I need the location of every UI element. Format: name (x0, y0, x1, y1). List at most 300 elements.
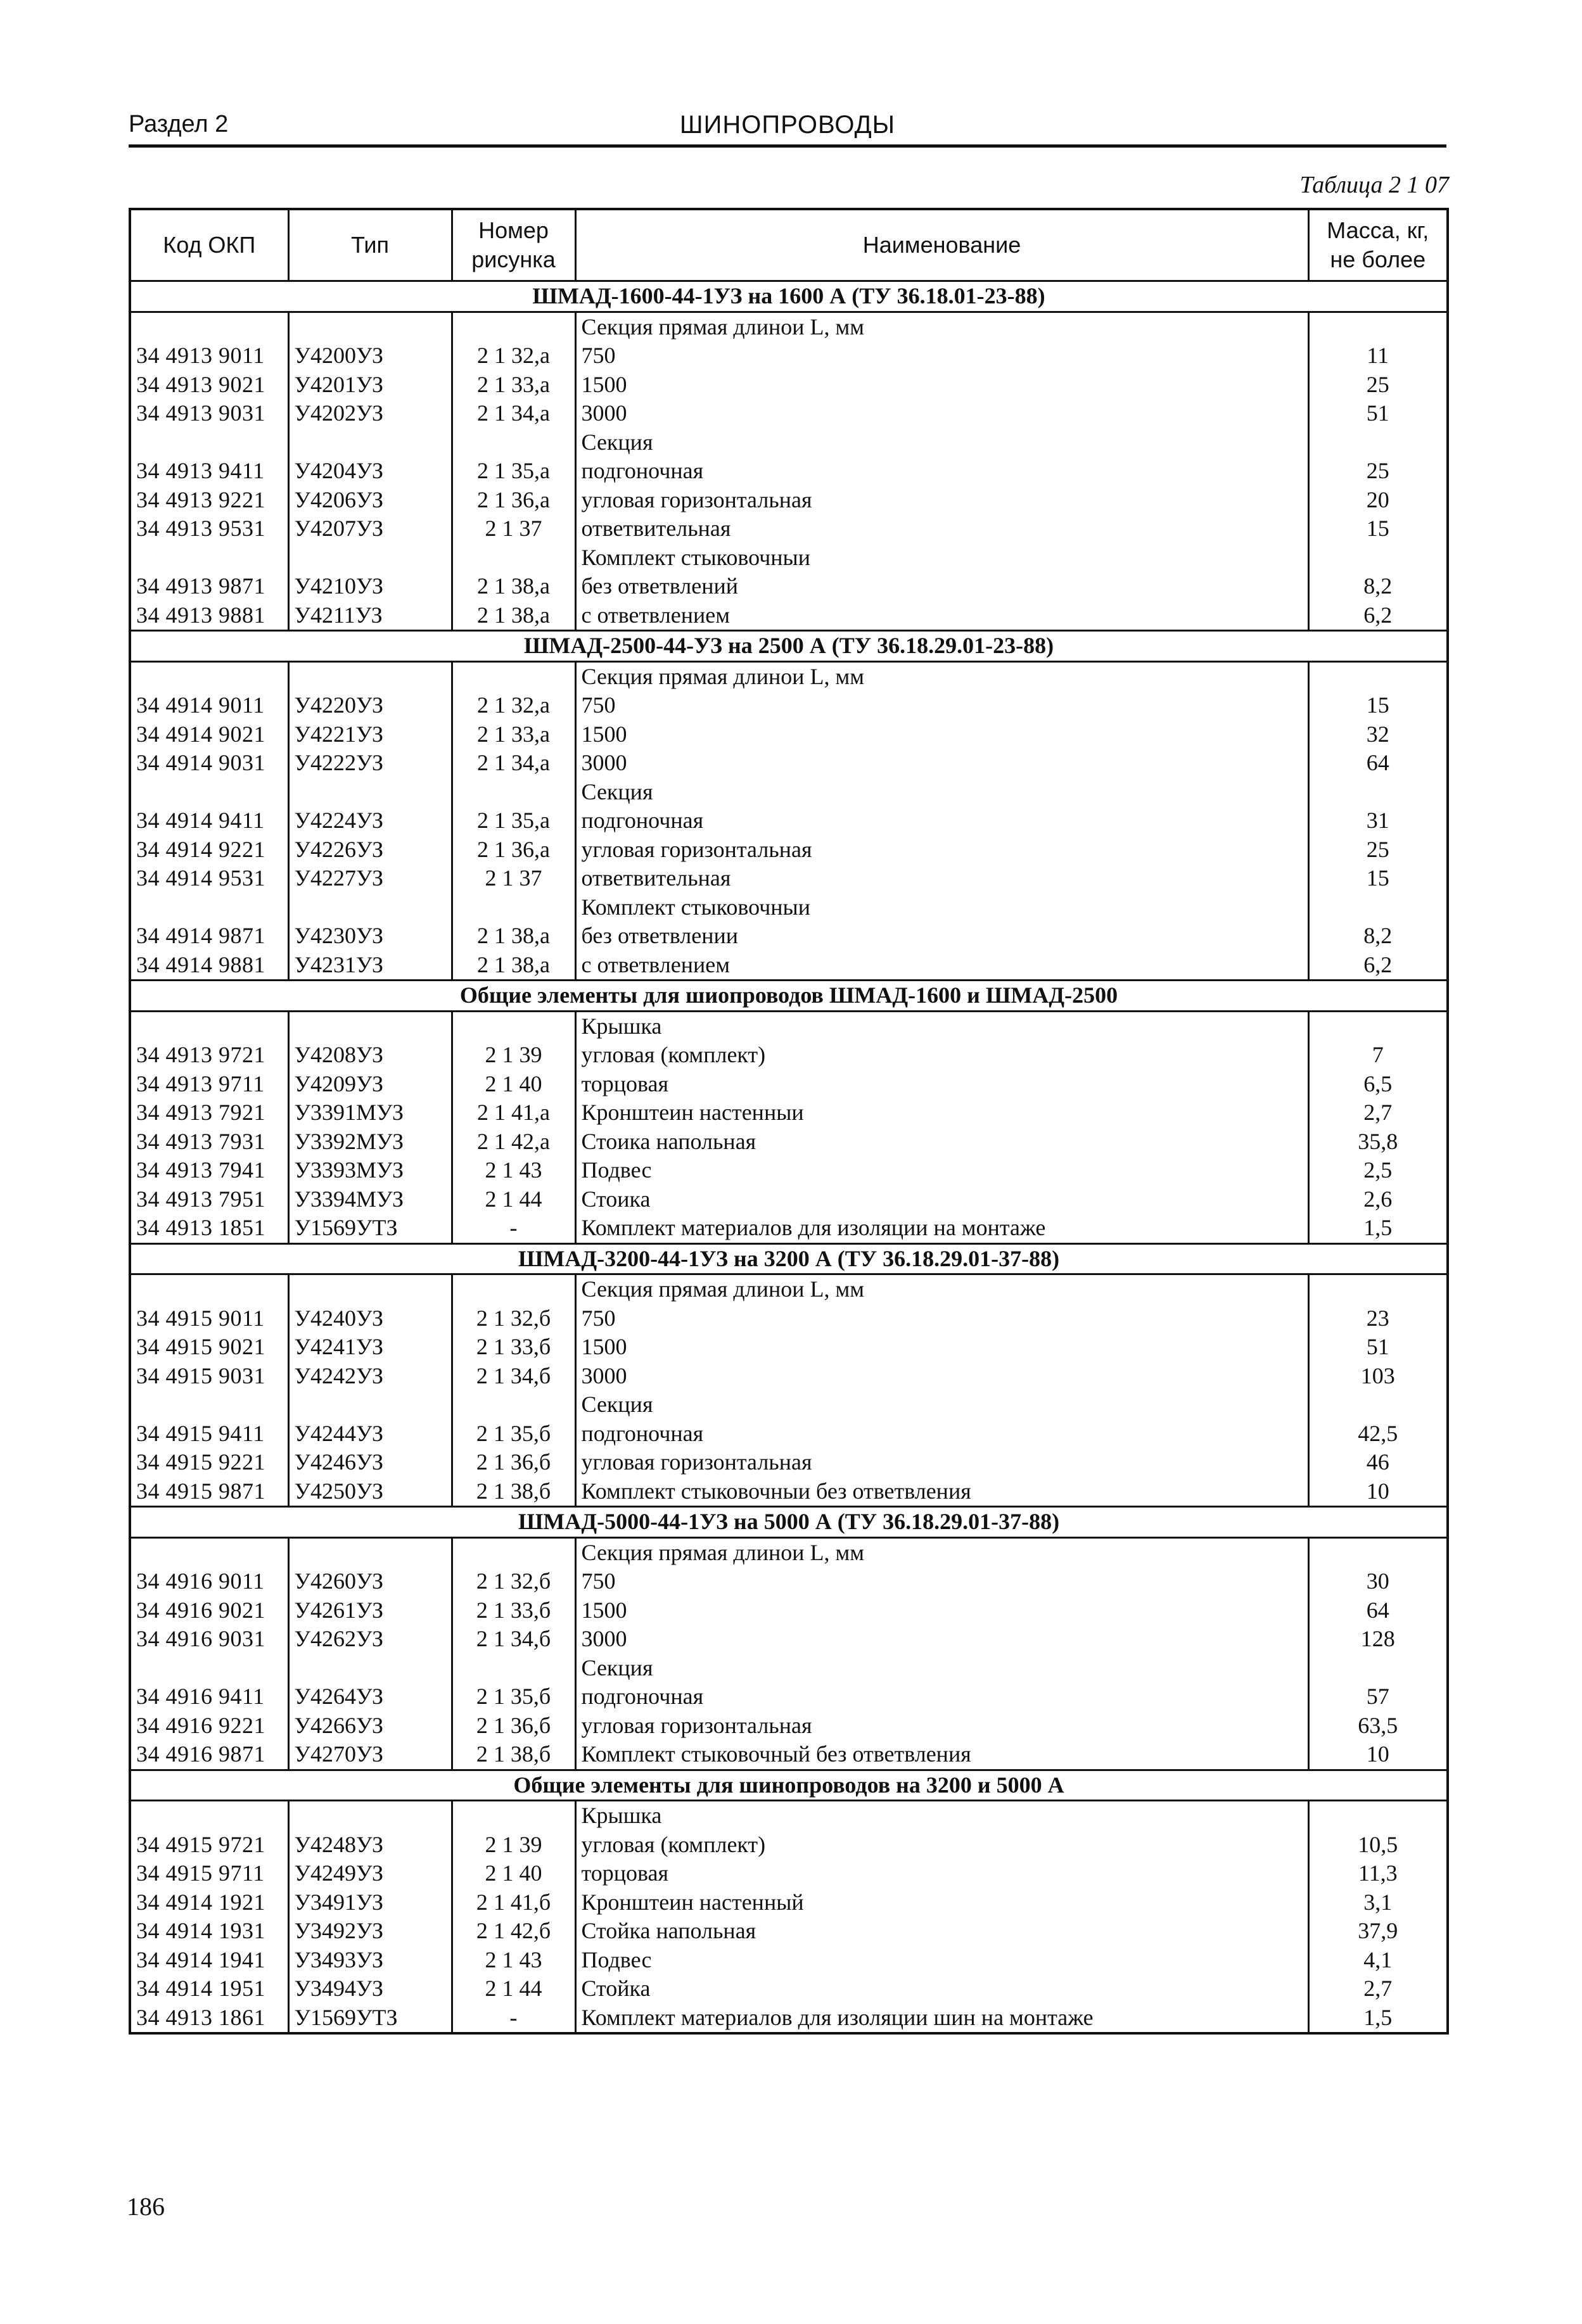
cell-fig: 2 1 42,б (452, 1917, 575, 1946)
cell-type: У4207УЗ (288, 514, 452, 543)
cell-mass (1308, 778, 1448, 807)
cell-name: подгоночная (575, 1419, 1308, 1449)
cell-code (130, 1654, 288, 1683)
cell-mass: 128 (1308, 1625, 1448, 1654)
cell-fig: 2 1 32,а (452, 691, 575, 720)
cell-name: 1500 (575, 720, 1308, 749)
table-row (130, 1185, 1448, 1214)
cell-mass: 51 (1308, 399, 1448, 428)
cell-name: Комплект стыковочныи (575, 543, 1308, 573)
cell-mass: 42,5 (1308, 1419, 1448, 1449)
cell-type: У4211УЗ (288, 601, 452, 631)
cell-mass: 15 (1308, 864, 1448, 893)
cell-mass: 2,7 (1308, 1098, 1448, 1127)
cell-mass: 25 (1308, 457, 1448, 486)
cell-name: Секция (575, 1654, 1308, 1683)
table-row (130, 1304, 1448, 1333)
cell-type: У4202УЗ (288, 399, 452, 428)
cell-code: 34 4915 9871 (130, 1477, 288, 1507)
table-row (130, 428, 1448, 457)
cell-mass: 3,1 (1308, 1888, 1448, 1917)
cell-code: 34 4915 9011 (130, 1304, 288, 1333)
cell-name: Кронштеин настенныи (575, 1098, 1308, 1127)
cell-type: У4249УЗ (288, 1859, 452, 1888)
cell-mass: 46 (1308, 1448, 1448, 1477)
cell-mass: 32 (1308, 720, 1448, 749)
cell-name: Комплект материалов для изоляции на монтаже (575, 1214, 1308, 1243)
cell-code: 34 4913 1861 (130, 2003, 288, 2034)
table-row (130, 806, 1448, 835)
table-row (130, 399, 1448, 428)
cell-code: 34 4914 9531 (130, 864, 288, 893)
table-row (130, 893, 1448, 922)
table-row (130, 572, 1448, 601)
cell-type: У3493УЗ (288, 1946, 452, 1975)
table-caption: Таблица 2 1 07 (1299, 172, 1449, 198)
cell-mass: 64 (1308, 749, 1448, 778)
cell-code: 34 4914 9881 (130, 951, 288, 981)
cell-fig: 2 1 38,а (452, 922, 575, 951)
table-row (130, 1831, 1448, 1860)
cell-name: Стоика напольная (575, 1127, 1308, 1157)
cell-code (130, 1011, 288, 1041)
cell-fig: 2 1 39 (452, 1041, 575, 1070)
cell-mass (1308, 428, 1448, 457)
section-header-row (130, 1507, 1448, 1538)
cell-fig: 2 1 38,б (452, 1477, 575, 1507)
cell-mass: 2,6 (1308, 1185, 1448, 1214)
cell-name: угловая горизонтальная (575, 1711, 1308, 1741)
cell-name: 3000 (575, 749, 1308, 778)
cell-code: 34 4914 9021 (130, 720, 288, 749)
cell-fig (452, 893, 575, 922)
cell-mass: 8,2 (1308, 922, 1448, 951)
cell-type: У4222УЗ (288, 749, 452, 778)
table-row (130, 1274, 1448, 1304)
section-header-row (130, 1243, 1448, 1274)
cell-name: угловая горизонтальная (575, 835, 1308, 865)
table-row (130, 514, 1448, 543)
cell-fig (452, 312, 575, 341)
table-row (130, 2003, 1448, 2034)
table-row (130, 601, 1448, 631)
table-row (130, 1070, 1448, 1099)
cell-name: Секция прямая длинои L, мм (575, 1537, 1308, 1567)
cell-fig: 2 1 32,а (452, 341, 575, 371)
cell-code: 34 4913 9711 (130, 1070, 288, 1099)
cell-fig: - (452, 2003, 575, 2034)
cell-fig: 2 1 39 (452, 1831, 575, 1860)
cell-type: У4201УЗ (288, 371, 452, 400)
cell-fig: 2 1 37 (452, 514, 575, 543)
cell-code: 34 4916 9021 (130, 1596, 288, 1625)
cell-code: 34 4915 9411 (130, 1419, 288, 1449)
section-label: Раздел 2 (129, 111, 229, 137)
table-row (130, 1567, 1448, 1596)
cell-mass: 57 (1308, 1682, 1448, 1711)
cell-fig: 2 1 38,б (452, 1740, 575, 1770)
cell-code (130, 1390, 288, 1419)
table-row (130, 1419, 1448, 1449)
table-row (130, 1537, 1448, 1567)
cell-fig: 2 1 35,б (452, 1419, 575, 1449)
cell-type (288, 1537, 452, 1567)
cell-fig: 2 1 38,а (452, 572, 575, 601)
table-row (130, 486, 1448, 515)
table-row (130, 864, 1448, 893)
cell-mass: 64 (1308, 1596, 1448, 1625)
cell-name: 750 (575, 1304, 1308, 1333)
table-row (130, 1682, 1448, 1711)
cell-fig: 2 1 33,б (452, 1333, 575, 1362)
cell-mass: 23 (1308, 1304, 1448, 1333)
cell-mass: 11,3 (1308, 1859, 1448, 1888)
cell-type: У4248УЗ (288, 1831, 452, 1860)
table-row (130, 1888, 1448, 1917)
cell-code: 34 4913 9031 (130, 399, 288, 428)
cell-type: У4204УЗ (288, 457, 452, 486)
cell-name: Стойка напольная (575, 1917, 1308, 1946)
section-title: ШМАД-2500-44-УЗ на 2500 А (ТУ 36.18.29.01-23-88) (130, 631, 1448, 662)
cell-mass: 31 (1308, 806, 1448, 835)
cell-name: без ответвлении (575, 922, 1308, 951)
cell-mass (1308, 1390, 1448, 1419)
cell-fig: 2 1 35,б (452, 1682, 575, 1711)
cell-type: У4226УЗ (288, 835, 452, 865)
cell-fig: 2 1 34,а (452, 399, 575, 428)
cell-type: У4262УЗ (288, 1625, 452, 1654)
cell-name: 750 (575, 1567, 1308, 1596)
cell-fig: 2 1 36,б (452, 1448, 575, 1477)
cell-mass (1308, 312, 1448, 341)
cell-name: Секция прямая длинои L, мм (575, 1274, 1308, 1304)
cell-code: 34 4913 9871 (130, 572, 288, 601)
cell-name: ответвительная (575, 514, 1308, 543)
cell-code: 34 4915 9721 (130, 1831, 288, 1860)
table-row (130, 835, 1448, 865)
cell-code (130, 1537, 288, 1567)
cell-fig (452, 1274, 575, 1304)
cell-code: 34 4913 9021 (130, 371, 288, 400)
cell-fig (452, 778, 575, 807)
col-header-figure-line2: рисунка (471, 246, 556, 272)
table-row (130, 1390, 1448, 1419)
cell-type: У3393МУЗ (288, 1156, 452, 1185)
cell-mass: 37,9 (1308, 1917, 1448, 1946)
cell-name: угловая горизонтальная (575, 1448, 1308, 1477)
cell-mass (1308, 543, 1448, 573)
cell-name: 3000 (575, 1362, 1308, 1391)
cell-fig: 2 1 32,б (452, 1304, 575, 1333)
cell-fig: 2 1 35,а (452, 457, 575, 486)
table-row (130, 1917, 1448, 1946)
cell-type: У4246УЗ (288, 1448, 452, 1477)
cell-fig: 2 1 38,а (452, 601, 575, 631)
cell-type: У4227УЗ (288, 864, 452, 893)
cell-code: 34 4915 9711 (130, 1859, 288, 1888)
cell-name: угловая горизонтальная (575, 486, 1308, 515)
cell-code: 34 4916 9411 (130, 1682, 288, 1711)
table-row (130, 1448, 1448, 1477)
cell-fig: 2 1 37 (452, 864, 575, 893)
col-header-type: Тип (288, 209, 452, 281)
cell-name: Подвес (575, 1156, 1308, 1185)
table-row (130, 1041, 1448, 1070)
section-title: ШМАД-3200-44-1УЗ на 3200 А (ТУ 36.18.29.01-37-88) (130, 1243, 1448, 1274)
cell-name: Комплект материалов для изоляции шин на монтаже (575, 2003, 1308, 2034)
cell-name: 750 (575, 691, 1308, 720)
cell-code: 34 4913 7921 (130, 1098, 288, 1127)
section-header-row (130, 281, 1448, 312)
col-header-mass-line1: Масса, кг, (1327, 217, 1429, 243)
cell-fig: 2 1 34,а (452, 749, 575, 778)
cell-code: 34 4916 9011 (130, 1567, 288, 1596)
cell-type: У4209УЗ (288, 1070, 452, 1099)
cell-type (288, 893, 452, 922)
cell-type: У4261УЗ (288, 1596, 452, 1625)
table-row (130, 1654, 1448, 1683)
spec-table (129, 208, 1449, 2035)
table-row (130, 1362, 1448, 1391)
cell-type: У4264УЗ (288, 1682, 452, 1711)
cell-type (288, 543, 452, 573)
table-row (130, 1625, 1448, 1654)
cell-mass: 25 (1308, 371, 1448, 400)
cell-mass: 7 (1308, 1041, 1448, 1070)
cell-name: Комплект стыковочный без ответвления (575, 1740, 1308, 1770)
cell-type (288, 428, 452, 457)
cell-fig: 2 1 33,а (452, 720, 575, 749)
table-row (130, 720, 1448, 749)
cell-code: 34 4914 1931 (130, 1917, 288, 1946)
cell-fig (452, 543, 575, 573)
cell-code: 34 4913 7951 (130, 1185, 288, 1214)
table-body (130, 281, 1448, 2034)
cell-code: 34 4916 9871 (130, 1740, 288, 1770)
cell-name: 750 (575, 341, 1308, 371)
cell-type (288, 1390, 452, 1419)
cell-code: 34 4913 9721 (130, 1041, 288, 1070)
cell-type (288, 778, 452, 807)
cell-code (130, 661, 288, 691)
col-header-figure-line1: Номер (478, 217, 549, 243)
cell-code: 34 4914 9411 (130, 806, 288, 835)
cell-fig: 2 1 44 (452, 1974, 575, 2003)
cell-fig: 2 1 36,б (452, 1711, 575, 1741)
cell-name: Стойка (575, 1974, 1308, 2003)
col-header-mass (1308, 209, 1448, 281)
cell-name: Секция (575, 778, 1308, 807)
cell-name: с ответвлением (575, 601, 1308, 631)
cell-type: У4250УЗ (288, 1477, 452, 1507)
cell-fig: 2 1 41,б (452, 1888, 575, 1917)
cell-name: Секция (575, 428, 1308, 457)
cell-mass: 10,5 (1308, 1831, 1448, 1860)
page-number: 186 (127, 2192, 165, 2221)
cell-mass: 15 (1308, 691, 1448, 720)
cell-type: У4240УЗ (288, 1304, 452, 1333)
cell-name: торцовая (575, 1070, 1308, 1099)
cell-name: подгоночная (575, 1682, 1308, 1711)
cell-code (130, 543, 288, 573)
section-header-row (130, 631, 1448, 662)
table-row (130, 749, 1448, 778)
cell-code: 34 4913 9881 (130, 601, 288, 631)
cell-mass: 15 (1308, 514, 1448, 543)
cell-fig (452, 1011, 575, 1041)
cell-fig: 2 1 33,б (452, 1596, 575, 1625)
cell-code: 34 4916 9031 (130, 1625, 288, 1654)
cell-mass: 4,1 (1308, 1946, 1448, 1975)
cell-code: 34 4913 9411 (130, 457, 288, 486)
cell-mass: 11 (1308, 341, 1448, 371)
cell-mass: 2,7 (1308, 1974, 1448, 2003)
cell-code: 34 4914 9221 (130, 835, 288, 865)
cell-type: У3392МУЗ (288, 1127, 452, 1157)
table-row (130, 691, 1448, 720)
section-header-row (130, 981, 1448, 1012)
cell-name: ответвительная (575, 864, 1308, 893)
cell-name: Секция прямая длинои L, мм (575, 661, 1308, 691)
section-title: ШМАД-1600-44-1УЗ на 1600 А (ТУ 36.18.01-23-88) (130, 281, 1448, 312)
cell-fig: 2 1 33,а (452, 371, 575, 400)
cell-fig: 2 1 36,а (452, 835, 575, 865)
table-row (130, 312, 1448, 341)
cell-code: 34 4916 9221 (130, 1711, 288, 1741)
cell-mass (1308, 1011, 1448, 1041)
cell-mass: 25 (1308, 835, 1448, 865)
cell-fig (452, 1537, 575, 1567)
cell-fig: 2 1 36,а (452, 486, 575, 515)
col-header-mass-line2: не более (1330, 246, 1426, 272)
cell-name: Подвес (575, 1946, 1308, 1975)
cell-fig: 2 1 43 (452, 1156, 575, 1185)
cell-name: Крышка (575, 1011, 1308, 1041)
cell-type: У4220УЗ (288, 691, 452, 720)
col-header-code: Код ОКП (130, 209, 288, 281)
cell-type: У4206УЗ (288, 486, 452, 515)
cell-type (288, 1654, 452, 1683)
cell-code (130, 1274, 288, 1304)
cell-name: Секция (575, 1390, 1308, 1419)
cell-type: У4241УЗ (288, 1333, 452, 1362)
cell-code (130, 778, 288, 807)
table-row (130, 1011, 1448, 1041)
table-row (130, 341, 1448, 371)
cell-mass: 51 (1308, 1333, 1448, 1362)
cell-type: У4266УЗ (288, 1711, 452, 1741)
table-row (130, 1859, 1448, 1888)
cell-mass (1308, 893, 1448, 922)
cell-name: 3000 (575, 1625, 1308, 1654)
table-row (130, 1333, 1448, 1362)
cell-type: У3391МУЗ (288, 1098, 452, 1127)
cell-mass (1308, 1801, 1448, 1831)
cell-code: 34 4913 1851 (130, 1214, 288, 1243)
cell-mass: 6,2 (1308, 951, 1448, 981)
cell-name: Секция прямая длинои L, мм (575, 312, 1308, 341)
table-row (130, 1740, 1448, 1770)
cell-code: 34 4913 9531 (130, 514, 288, 543)
cell-type (288, 661, 452, 691)
cell-type: У4210УЗ (288, 572, 452, 601)
cell-code: 34 4913 7941 (130, 1156, 288, 1185)
cell-fig (452, 1801, 575, 1831)
cell-code: 34 4915 9031 (130, 1362, 288, 1391)
cell-name: Крышка (575, 1801, 1308, 1831)
cell-type: У4242УЗ (288, 1362, 452, 1391)
section-title: Общие элементы для шинопроводов на 3200 и 5000 А (130, 1770, 1448, 1801)
table-row (130, 1801, 1448, 1831)
cell-mass (1308, 1274, 1448, 1304)
cell-type: У1569УТЗ (288, 2003, 452, 2034)
cell-name: с ответвлением (575, 951, 1308, 981)
cell-fig: 2 1 34,б (452, 1625, 575, 1654)
cell-code: 34 4913 7931 (130, 1127, 288, 1157)
cell-type (288, 1274, 452, 1304)
cell-code (130, 893, 288, 922)
cell-code (130, 428, 288, 457)
cell-type: У3491УЗ (288, 1888, 452, 1917)
section-title: ШМАД-5000-44-1УЗ на 5000 А (ТУ 36.18.29.01-37-88) (130, 1507, 1448, 1538)
cell-mass (1308, 1537, 1448, 1567)
cell-code (130, 1801, 288, 1831)
cell-type: У4230УЗ (288, 922, 452, 951)
cell-code: 34 4913 9011 (130, 341, 288, 371)
cell-type: У4231УЗ (288, 951, 452, 981)
section-header-row (130, 1770, 1448, 1801)
cell-fig: - (452, 1214, 575, 1243)
cell-code (130, 312, 288, 341)
col-header-name: Наименование (575, 209, 1308, 281)
cell-mass: 1,5 (1308, 1214, 1448, 1243)
cell-mass: 103 (1308, 1362, 1448, 1391)
table-row (130, 1946, 1448, 1975)
cell-fig (452, 661, 575, 691)
cell-name: Стоика (575, 1185, 1308, 1214)
table-row (130, 922, 1448, 951)
cell-fig (452, 428, 575, 457)
col-header-figure (452, 209, 575, 281)
cell-type (288, 312, 452, 341)
cell-type: У3494УЗ (288, 1974, 452, 2003)
cell-code: 34 4914 9011 (130, 691, 288, 720)
cell-mass (1308, 1654, 1448, 1683)
cell-type: У3394МУЗ (288, 1185, 452, 1214)
cell-fig: 2 1 40 (452, 1070, 575, 1099)
table-row (130, 1127, 1448, 1157)
cell-fig (452, 1654, 575, 1683)
cell-mass: 20 (1308, 486, 1448, 515)
page-header (129, 111, 1446, 149)
cell-name: 1500 (575, 371, 1308, 400)
table-row (130, 1214, 1448, 1243)
table-row (130, 1477, 1448, 1507)
cell-fig: 2 1 41,а (452, 1098, 575, 1127)
cell-fig: 2 1 40 (452, 1859, 575, 1888)
cell-mass: 1,5 (1308, 2003, 1448, 2034)
cell-type (288, 1801, 452, 1831)
table-header-row (130, 209, 1448, 281)
cell-fig (452, 1390, 575, 1419)
table-row (130, 543, 1448, 573)
table-row (130, 1974, 1448, 2003)
cell-mass: 10 (1308, 1740, 1448, 1770)
table-row (130, 1711, 1448, 1741)
cell-name: угловая (комплект) (575, 1041, 1308, 1070)
cell-code: 34 4914 9031 (130, 749, 288, 778)
table-row (130, 951, 1448, 981)
